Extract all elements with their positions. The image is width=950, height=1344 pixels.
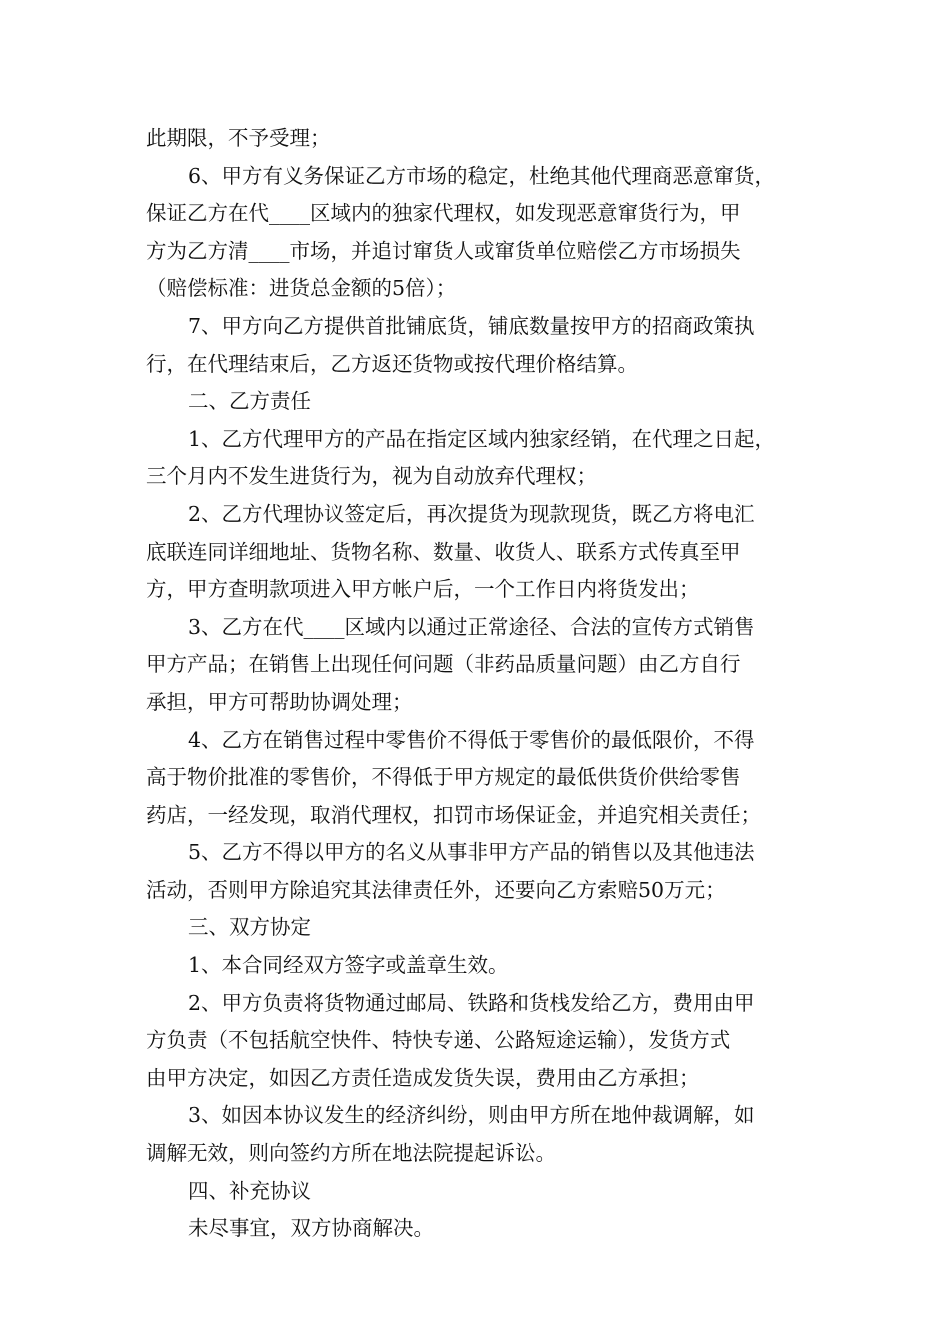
text-line: 由甲方决定，如因乙方责任造成发货失误，费用由乙方承担； [146,1065,700,1090]
text-line: 2、甲方负责将货物通过邮局、铁路和货栈发给乙方，费用由甲 [188,990,755,1015]
text-line: 药店，一经发现，取消代理权，扣罚市场保证金，并追究相关责任； [146,802,761,827]
text-line: 方负责（不包括航空快件、特快专递、公路短途运输），发货方式 [146,1028,731,1053]
text-line: 此期限，不予受理； [146,126,331,150]
text-line: 活动，否则甲方除追究其法律责任外，还要向乙方索赔50万元； [146,877,726,902]
text-line: 三个月内不发生进货行为，视为自动放弃代理权； [146,464,597,489]
text-line: 5、乙方不得以甲方的名义从事非甲方产品的销售以及其他违法 [188,840,755,865]
text-line: 调解无效，则向签约方所在地法院提起诉讼。 [146,1141,556,1166]
text-line: 2、乙方代理协议签定后，再次提货为现款现货，既乙方将电汇 [188,501,755,526]
text-line: 四、补充协议 [188,1178,311,1203]
text-line: 承担，甲方可帮助协调处理； [146,689,413,714]
text-line: 6、甲方有义务保证乙方市场的稳定，杜绝其他代理商恶意窜货， [188,163,776,188]
text-line: 三、双方协定 [188,915,311,940]
document-body [146,120,826,1248]
text-line: 4、乙方在销售过程中零售价不得低于零售价的最低限价，不得 [188,727,755,752]
text-line: 高于物价批准的零售价，不得低于甲方规定的最低供货价供给零售 [146,765,741,790]
text-line: 7、甲方向乙方提供首批铺底货，铺底数量按甲方的招商政策执 [188,313,755,338]
text-line: 底联连同详细地址、货物名称、数量、收货人、联系方式传真至甲 [146,539,741,564]
text-line: 甲方产品；在销售上出现任何问题（非药品质量问题）由乙方自行 [146,652,741,677]
text-line: 行，在代理结束后，乙方返还货物或按代理价格结算。 [146,351,638,376]
text-line: 方为乙方清____市场，并追讨窜货人或窜货单位赔偿乙方市场损失 [146,238,741,263]
text-line: 1、乙方代理甲方的产品在指定区域内独家经销，在代理之日起， [188,426,776,451]
text-line: 3、如因本协议发生的经济纠纷，则由甲方所在地仲裁调解，如 [188,1103,755,1128]
text-line: 保证乙方在代____区域内的独家代理权，如发现恶意窜货行为，甲 [146,201,741,226]
text-line: 未尽事宜，双方协商解决。 [188,1216,434,1241]
text-line: （赔偿标准：进货总金额的5倍）； [146,276,457,301]
text-line: 3、乙方在代____区域内以通过正常途径、合法的宣传方式销售 [188,614,755,639]
text-line: 方，甲方查明款项进入甲方帐户后，一个工作日内将货发出； [146,577,700,602]
text-line: 1、本合同经双方签字或盖章生效。 [188,953,509,978]
text-line: 二、乙方责任 [188,389,311,414]
